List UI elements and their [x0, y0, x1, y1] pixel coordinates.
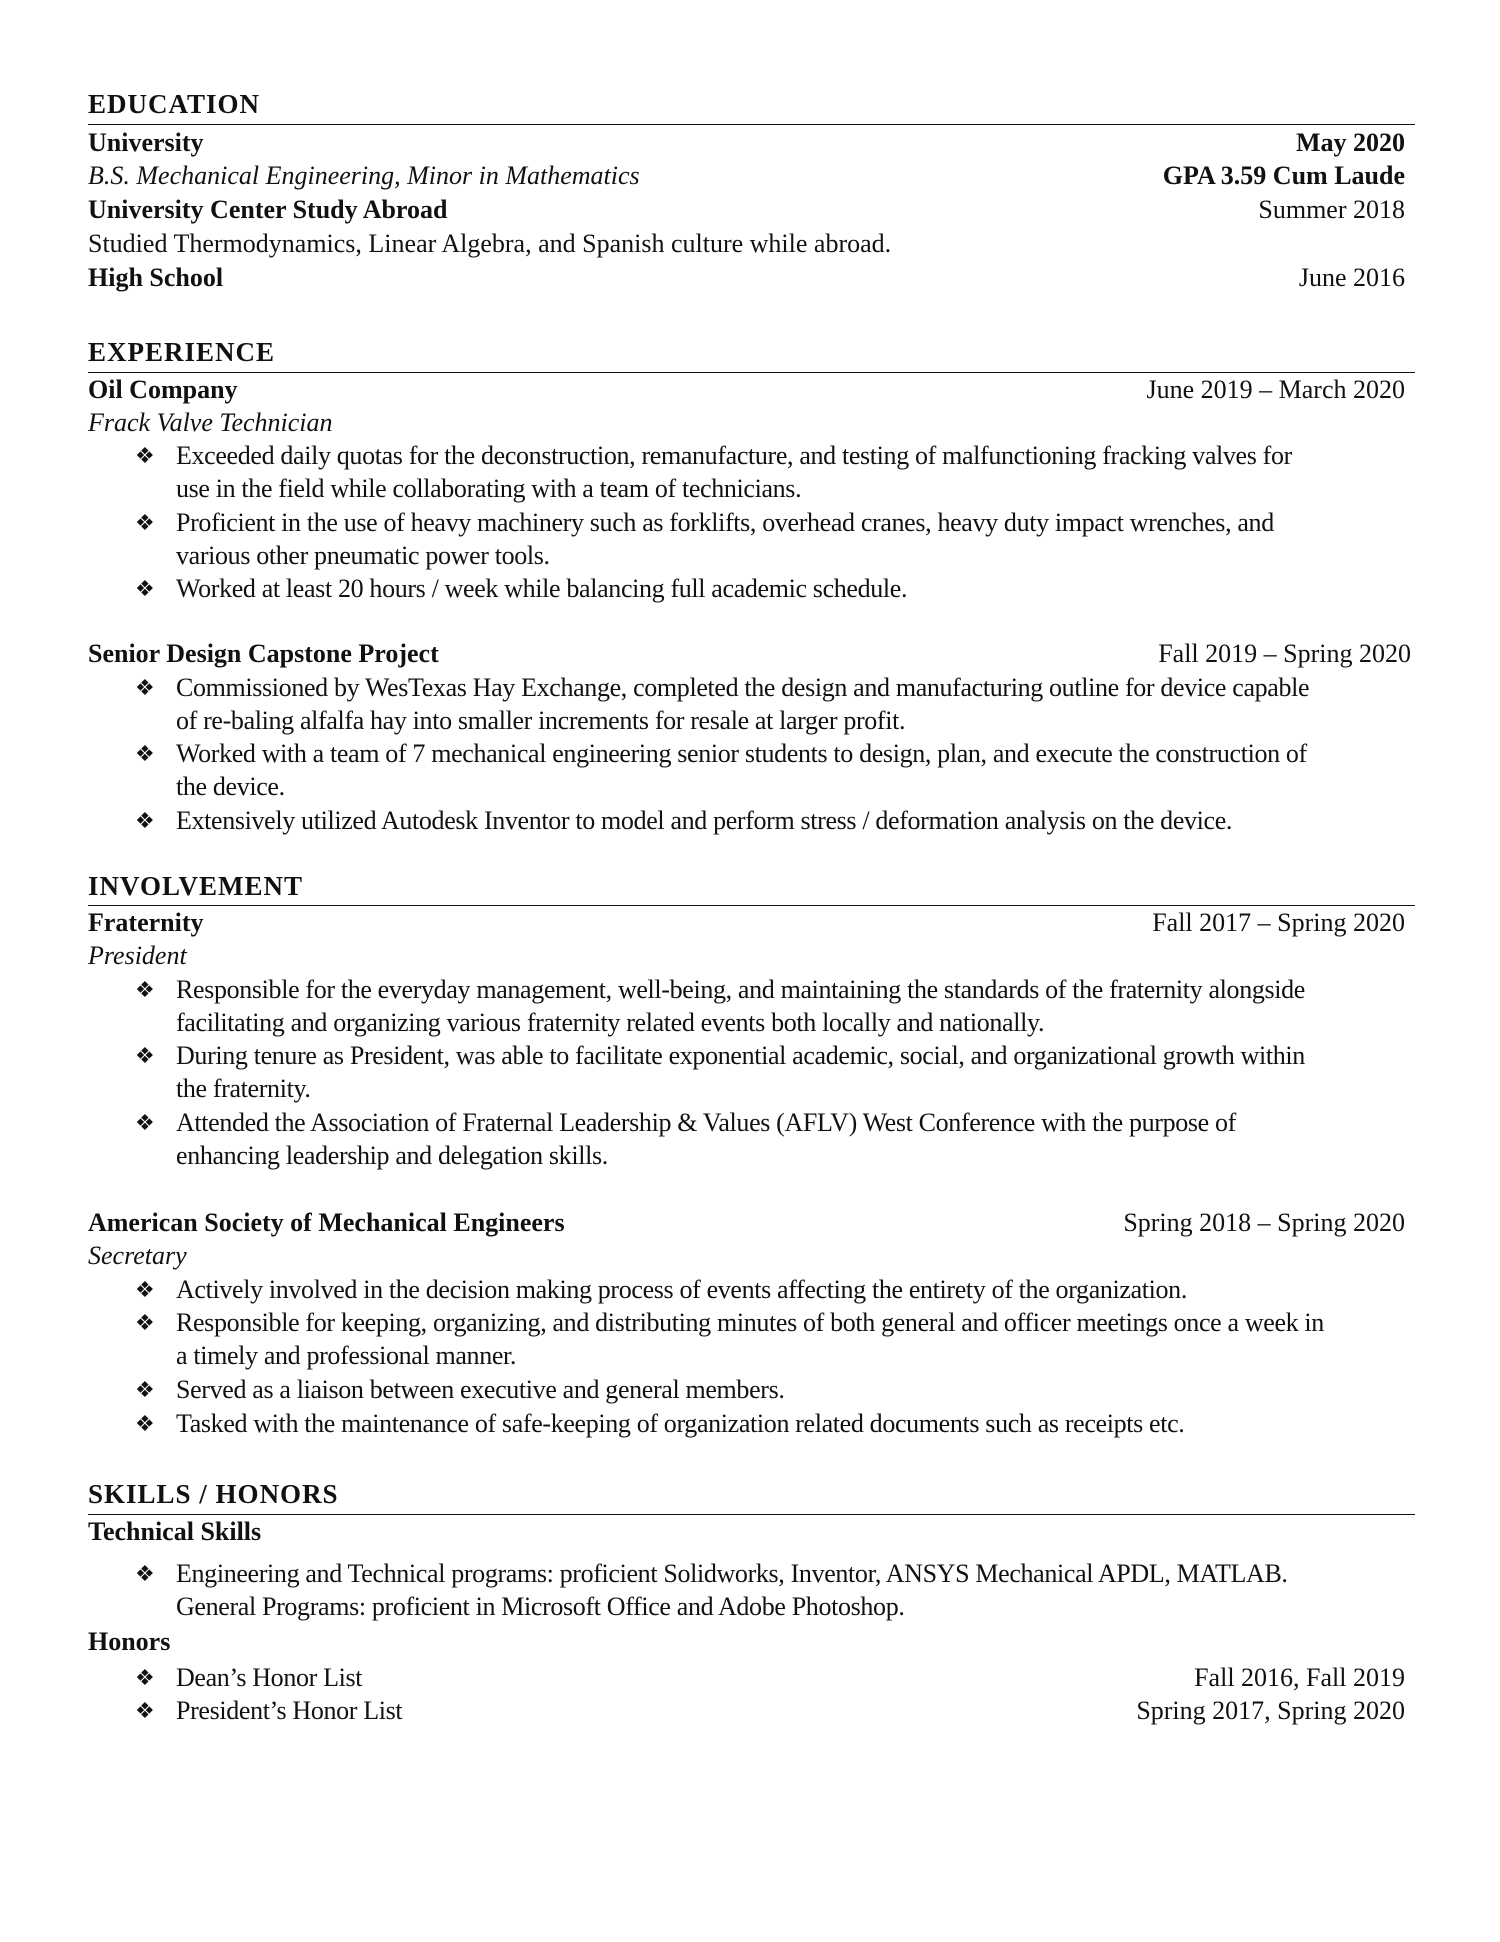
list-item: ❖ Actively involved in the decision making process of events affecting the entirety of the organization.: [135, 1275, 1187, 1304]
employer-name: Oil Company: [88, 375, 238, 404]
list-item-continuation: enhancing leadership and delegation skills.: [176, 1141, 608, 1170]
list-item: ❖ Worked at least 20 hours / week while balancing full academic schedule.: [135, 574, 908, 603]
list-item: ❖ Responsible for the everyday management, well-being, and maintaining the standards of the fraternity alongside: [135, 975, 1305, 1004]
org-dates: Fall 2017 – Spring 2020: [1152, 908, 1405, 937]
org-header-asme: [88, 1206, 1415, 1239]
list-item-continuation: the device.: [176, 772, 285, 801]
diamond-bullet-icon: ❖: [135, 1561, 155, 1586]
diamond-bullet-icon: ❖: [135, 1277, 155, 1302]
list-item-continuation: a timely and professional manner.: [176, 1341, 517, 1370]
list-item: ❖ Engineering and Technical programs: proficient Solidworks, Inventor, ANSYS Mechanical APDL, MATLAB.: [135, 1559, 1288, 1588]
diamond-bullet-icon: ❖: [135, 1310, 155, 1335]
school-name: University: [88, 128, 204, 157]
education-high-school: [88, 261, 1415, 294]
project-header-capstone: [88, 637, 1415, 670]
school-name: High School: [88, 263, 224, 292]
job-role: Frack Valve Technician: [88, 408, 333, 437]
diamond-bullet-icon: ❖: [135, 1110, 155, 1135]
diamond-bullet-icon: ❖: [135, 1411, 155, 1436]
list-item: ❖ Exceeded daily quotas for the deconstruction, remanufacture, and testing of malfunctioning fracking valves for: [135, 441, 1292, 470]
list-item-continuation: various other pneumatic power tools.: [176, 541, 550, 570]
job-dates: June 2019 – March 2020: [1146, 375, 1405, 404]
list-item-continuation: facilitating and organizing various fraternity related events both locally and nationally.: [176, 1008, 1045, 1037]
list-item: ❖ Attended the Association of Fraternal Leadership & Values (AFLV) West Conference with the purpose of: [135, 1108, 1236, 1137]
job-header-oil-company: [88, 373, 1415, 406]
org-name: Fraternity: [88, 908, 204, 937]
gpa: GPA 3.59 Cum Laude: [1162, 161, 1405, 190]
subsection-honors: Honors: [88, 1627, 171, 1656]
education-university: [88, 126, 1415, 159]
org-header-fraternity: [88, 906, 1415, 939]
section-divider: [88, 124, 1415, 125]
education-study-abroad: [88, 193, 1415, 226]
list-item: ❖ Extensively utilized Autodesk Inventor to model and perform stress / deformation analysis on the device.: [135, 806, 1233, 835]
study-abroad-date: Summer 2018: [1258, 195, 1405, 224]
honor-item: ❖ President’s Honor List Spring 2017, Spring 2020: [135, 1696, 1405, 1725]
diamond-bullet-icon: ❖: [135, 1665, 155, 1690]
diamond-bullet-icon: ❖: [135, 1377, 155, 1402]
section-title-education: EDUCATION: [88, 89, 261, 119]
high-school-date: June 2016: [1298, 263, 1405, 292]
list-item: ❖ Commissioned by WesTexas Hay Exchange, completed the design and manufacturing outline for device capable: [135, 673, 1310, 702]
diamond-bullet-icon: ❖: [135, 443, 155, 468]
education-degree-row: [88, 159, 1415, 192]
org-name: American Society of Mechanical Engineers: [88, 1208, 565, 1237]
project-name: Senior Design Capstone Project: [88, 639, 439, 668]
diamond-bullet-icon: ❖: [135, 1043, 155, 1068]
org-role: President: [88, 941, 187, 970]
subsection-technical-skills: Technical Skills: [88, 1517, 262, 1546]
list-item: ❖ Proficient in the use of heavy machinery such as forklifts, overhead cranes, heavy duty impact wrenches, and: [135, 508, 1274, 537]
diamond-bullet-icon: ❖: [135, 675, 155, 700]
list-item: ❖ Responsible for keeping, organizing, and distributing minutes of both general and officer meetings once a week in: [135, 1308, 1324, 1337]
study-abroad-description: Studied Thermodynamics, Linear Algebra, and Spanish culture while abroad.: [88, 229, 892, 258]
section-title-skills-honors: SKILLS / HONORS: [88, 1479, 339, 1509]
org-role: Secretary: [88, 1241, 187, 1270]
honor-item: ❖ Dean’s Honor List Fall 2016, Fall 2019: [135, 1663, 1405, 1692]
diamond-bullet-icon: ❖: [135, 1698, 155, 1723]
graduation-date: May 2020: [1295, 128, 1405, 157]
section-title-experience: EXPERIENCE: [88, 337, 276, 367]
diamond-bullet-icon: ❖: [135, 741, 155, 766]
diamond-bullet-icon: ❖: [135, 808, 155, 833]
diamond-bullet-icon: ❖: [135, 977, 155, 1002]
list-item: ❖ Served as a liaison between executive and general members.: [135, 1375, 785, 1404]
org-dates: Spring 2018 – Spring 2020: [1123, 1208, 1405, 1237]
diamond-bullet-icon: ❖: [135, 510, 155, 535]
list-item-continuation: the fraternity.: [176, 1074, 311, 1103]
list-item: ❖ During tenure as President, was able to facilitate exponential academic, social, and organizational growth within: [135, 1041, 1305, 1070]
honor-dates: Fall 2016, Fall 2019: [1194, 1663, 1405, 1692]
honor-dates: Spring 2017, Spring 2020: [1136, 1696, 1405, 1725]
diamond-bullet-icon: ❖: [135, 576, 155, 601]
list-item-continuation: of re-baling alfalfa hay into smaller increments for resale at larger profit.: [176, 706, 906, 735]
list-item: ❖ Worked with a team of 7 mechanical engineering senior students to design, plan, and execute the construction of: [135, 739, 1307, 768]
project-dates: Fall 2019 – Spring 2020: [1158, 639, 1411, 668]
school-name: University Center Study Abroad: [88, 195, 448, 224]
section-title-involvement: INVOLVEMENT: [88, 871, 304, 901]
list-item: ❖ Tasked with the maintenance of safe-keeping of organization related documents such as receipts etc.: [135, 1409, 1185, 1438]
degree: B.S. Mechanical Engineering, Minor in Mathematics: [88, 161, 640, 190]
list-item-continuation: General Programs: proficient in Microsoft Office and Adobe Photoshop.: [176, 1592, 905, 1621]
list-item-continuation: use in the field while collaborating with a team of technicians.: [176, 474, 802, 503]
